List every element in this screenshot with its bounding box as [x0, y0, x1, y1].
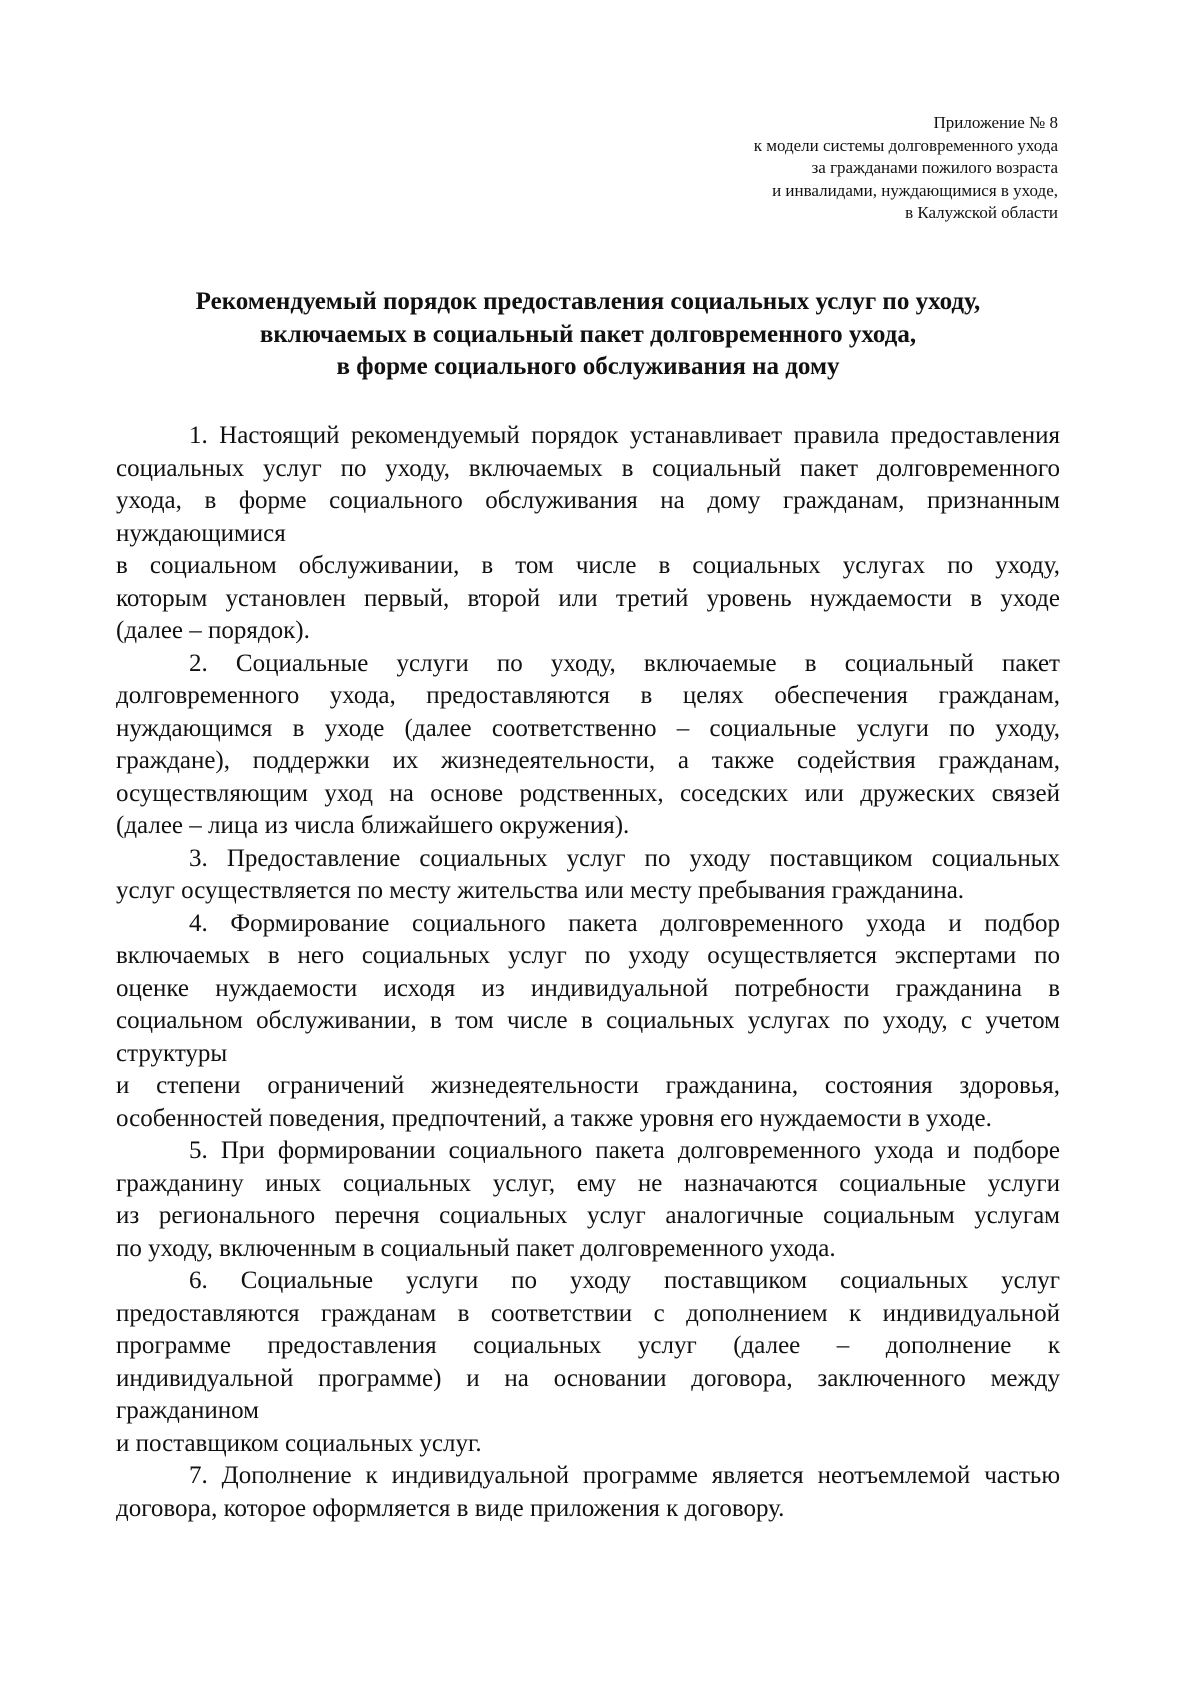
paragraph-line: из регионального перечня социальных услуг аналогичные социальным услугам	[116, 1202, 1060, 1229]
appendix-line: за гражданами пожилого возраста	[811, 158, 1058, 177]
appendix-header	[754, 112, 1058, 225]
paragraph-5	[116, 1135, 1060, 1265]
appendix-line: к модели системы долговременного ухода	[753, 135, 1058, 155]
paragraph-line: оценке нуждаемости исходя из индивидуальной потребности гражданина в	[116, 974, 1060, 1002]
paragraph-line: включаемых в него социальных услуг по уходу осуществляется экспертами по	[116, 942, 1060, 969]
paragraph-line: и степени ограничений жизнедеятельности гражданина, состояния здоровья,	[116, 1072, 1060, 1099]
paragraph-line: по уходу, включенным в социальный пакет долговременного ухода.	[116, 1234, 836, 1262]
paragraph-6	[116, 1265, 1060, 1460]
paragraph-line: 7. Дополнение к индивидуальной программе является неотъемлемой частью	[189, 1462, 1060, 1489]
paragraph-line: услуг осуществляется по месту жительства или месту пребывания гражданина.	[116, 877, 965, 904]
paragraph-line: структуры	[116, 1039, 228, 1067]
paragraph-line: нуждающимся в уходе (далее соответственно – социальные услуги по уходу,	[116, 714, 1060, 742]
paragraph-7	[116, 1460, 1060, 1525]
appendix-line: и инвалидами, нуждающимися в уходе,	[772, 180, 1058, 200]
paragraph-line: 6. Социальные услуги по уходу поставщиком социальных услуг	[189, 1267, 1060, 1294]
paragraph-line: предоставляются гражданам в соответствии с дополнением к индивидуальной	[116, 1299, 1060, 1327]
paragraph-line: договора, которое оформляется в виде приложения к договору.	[116, 1494, 785, 1522]
title-line: Рекомендуемый порядок предоставления социальных услуг по уходу,	[195, 288, 981, 315]
paragraph-line: 3. Предоставление социальных услуг по уходу поставщиком социальных	[189, 844, 1060, 872]
paragraph-line: социальном обслуживании, в том числе в социальных услугах по уходу, с учетом	[116, 1007, 1060, 1034]
paragraph-line: социальных услуг по уходу, включаемых в социальный пакет долговременного	[116, 454, 1060, 482]
paragraph-line: осуществляющим уход на основе родственных, соседских или дружеских связей	[116, 779, 1060, 807]
paragraph-line: и поставщиком социальных услуг.	[116, 1429, 482, 1457]
paragraph-line: программе предоставления социальных услуг (далее – дополнение к	[116, 1332, 1060, 1359]
paragraph-line: особенностей поведения, предпочтений, а также уровня его нуждаемости в уходе.	[116, 1104, 992, 1132]
paragraph-2	[116, 648, 1060, 843]
title-line: в форме социального обслуживания на дому	[336, 353, 840, 380]
title-line: включаемых в социальный пакет долговременного ухода,	[259, 320, 917, 348]
paragraph-line: гражданину иных социальных услуг, ему не назначаются социальные услуги	[116, 1169, 1060, 1197]
paragraph-line: 5. При формировании социального пакета долговременного ухода и подборе	[189, 1137, 1060, 1164]
appendix-line: Приложение № 8	[933, 113, 1058, 132]
paragraph-line: долговременного ухода, предоставляются в целях обеспечения гражданам,	[116, 682, 1060, 709]
paragraph-line: нуждающимися	[116, 519, 286, 547]
paragraph-line: которым установлен первый, второй или третий уровень нуждаемости в уходе	[116, 584, 1060, 612]
paragraph-line: гражданином	[116, 1397, 259, 1424]
paragraph-line: граждане), поддержки их жизнедеятельности, а также содействия гражданам,	[116, 747, 1060, 774]
paragraph-line: (далее – порядок).	[116, 617, 310, 644]
document-title	[116, 286, 1060, 384]
paragraph-1	[116, 420, 1060, 648]
paragraph-line: 4. Формирование социального пакета долговременного ухода и подбор	[189, 909, 1060, 937]
paragraph-line: в социальном обслуживании, в том числе в социальных услугах по уходу,	[116, 552, 1060, 579]
paragraph-line: 2. Социальные услуги по уходу, включаемые в социальный пакет	[189, 649, 1060, 677]
appendix-line: в Калужской области	[905, 203, 1058, 222]
paragraph-3	[116, 843, 1060, 908]
paragraph-line: индивидуальной программе) и на основании договора, заключенного между	[116, 1364, 1060, 1392]
paragraph-4	[116, 908, 1060, 1136]
paragraph-line: 1. Настоящий рекомендуемый порядок устанавливает правила предоставления	[189, 422, 1060, 449]
paragraph-line: (далее – лица из числа ближайшего окружения).	[116, 812, 630, 839]
paragraph-line: ухода, в форме социального обслуживания на дому гражданам, признанным	[116, 487, 1060, 514]
document-body	[116, 420, 1060, 1525]
